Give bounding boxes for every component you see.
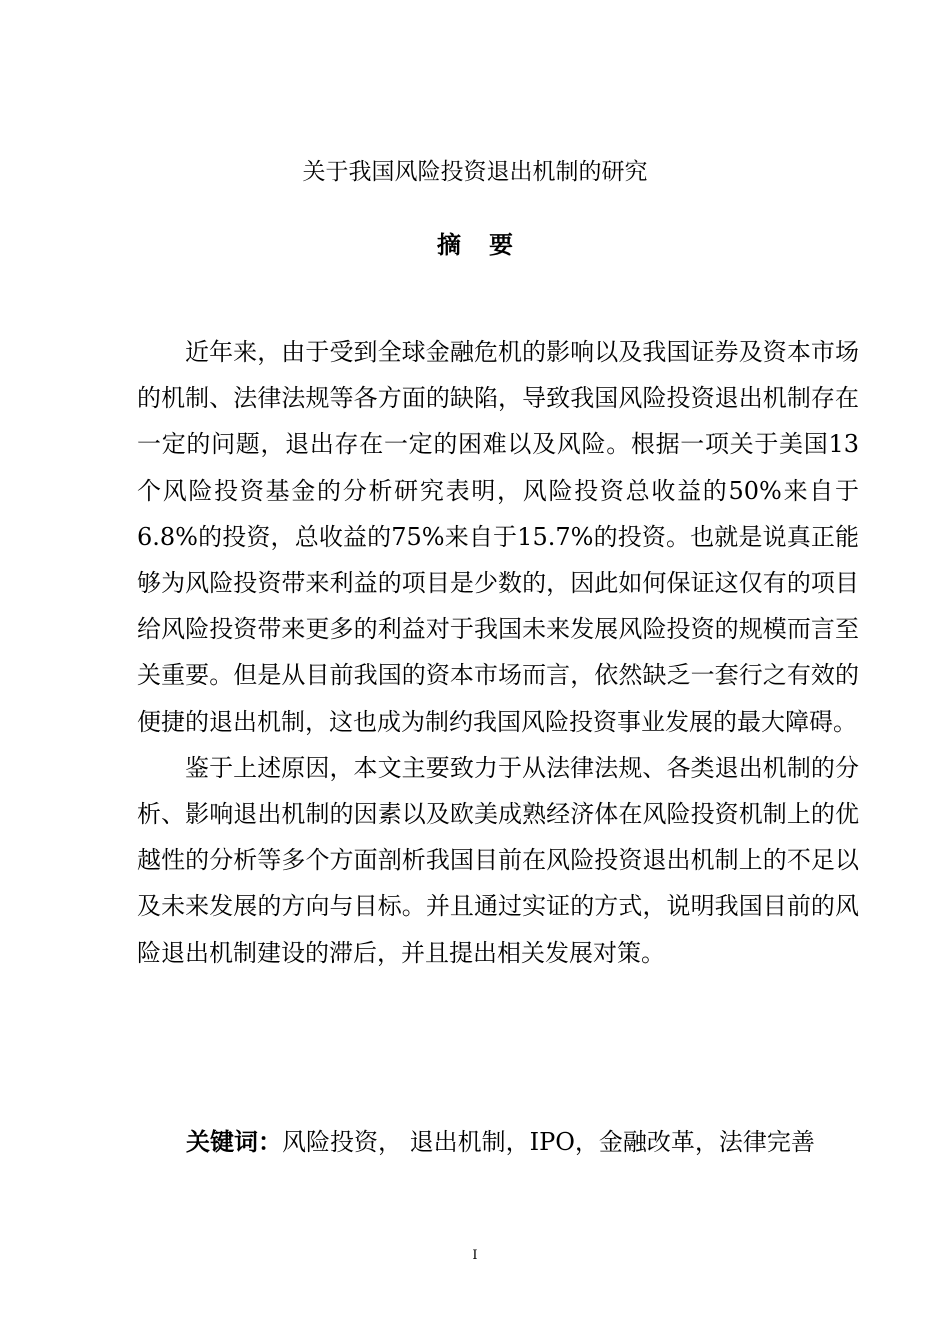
page-number: I [472, 1248, 478, 1263]
abstract-heading-char-1: 摘 [437, 231, 461, 259]
keywords-label: 关键词： [186, 1128, 282, 1156]
document-title: 关于我国风险投资退出机制的研究 [302, 159, 648, 185]
abstract-heading-char-2: 要 [489, 231, 513, 259]
keywords-line [186, 1122, 866, 1162]
abstract-heading [0, 229, 950, 261]
abstract-paragraph-1: 近年来，由于受到全球金融危机的影响以及我国证券及资本市场的机制、法律法规等各方面的缺陷，导致我国风险投资退出机制存在一定的问题，退出存在一定的困难以及风险。根据一项关于美国13个风险投资基金的分析研究表明，风险投资总收益的50%来自于6.8%的投资，总收益的75%来自于15.7%的投资。也就是说真正能够为风险投资带来利益的项目是少数的，因此如何保证这仅有的项目给风险投资带来更多的利益对于我国未来发展风险投资的规模而言至关重要。但是从目前我国的资本市场而言，依然缺乏一套行之有效的便捷的退出机制，这也成为制约我国风险投资事业发展的最大障碍。 [137, 338, 859, 736]
abstract-paragraph-2: 鉴于上述原因，本文主要致力于从法律法规、各类退出机制的分析、影响退出机制的因素以及欧美成熟经济体在风险投资机制上的优越性的分析等多个方面剖析我国目前在风险投资退出机制上的不足以及未来发展的方向与目标。并且通过实证的方式，说明我国目前的风险退出机制建设的滞后，并且提出相关发展对策。 [137, 753, 859, 967]
abstract-body [137, 329, 859, 976]
keywords-list: 风险投资， 退出机制，IPO，金融改革，法律完善 [282, 1128, 815, 1156]
